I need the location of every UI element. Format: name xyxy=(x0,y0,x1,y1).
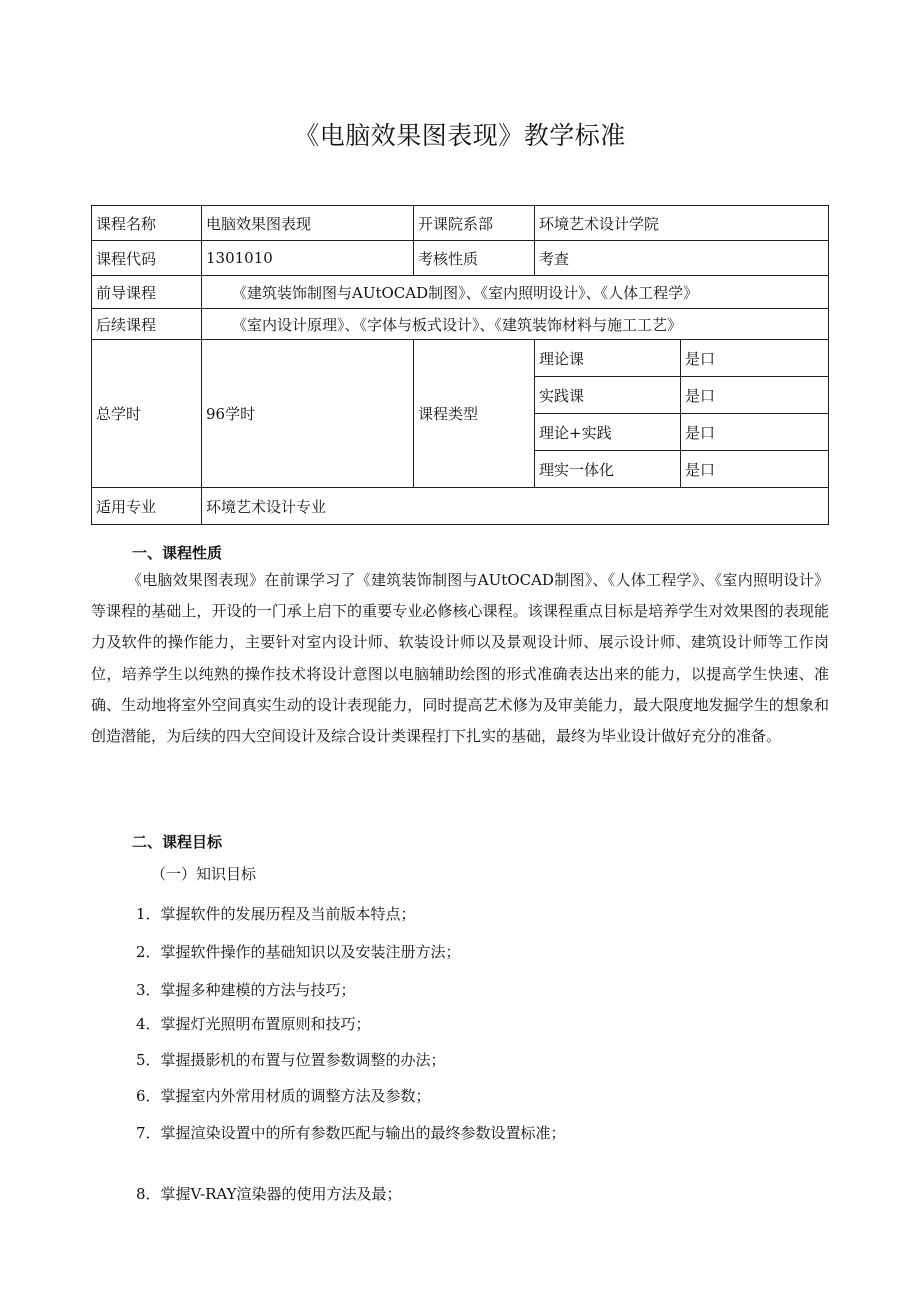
list-item: 3．掌握多种建模的方法与技巧； xyxy=(136,981,356,999)
course-code-label: 课程代码 xyxy=(92,241,202,276)
course-type-label: 课程类型 xyxy=(414,340,535,488)
course-name-value: 电脑效果图表现 xyxy=(202,206,414,241)
table-row xyxy=(92,206,829,241)
table-row xyxy=(92,488,829,525)
assessment-value: 考查 xyxy=(535,241,829,276)
list-item: 8．掌握V-RAY渲染器的使用方法及最； xyxy=(136,1185,402,1203)
table-row xyxy=(92,309,829,340)
course-type-value: 是口 xyxy=(681,414,829,451)
list-item: 1．掌握软件的发展历程及当前版本特点； xyxy=(136,905,416,923)
list-item: 4．掌握灯光照明布置原则和技巧； xyxy=(136,1015,371,1033)
major-value: 环境艺术设计专业 xyxy=(202,488,829,525)
department-label: 开课院系部 xyxy=(414,206,535,241)
table-row xyxy=(92,241,829,276)
course-nature-paragraph: 《电脑效果图表现》在前课学习了《建筑装饰制图与AUtOCAD制图》、《人体工程学》、《室内照明设计》等课程的基础上，开设的一门承上启下的重要专业必修核心课程。该课程重点目标是培养学生对效果图的表现能力及软件的操作能力，主要针对室内设计师、软装设计师以及景观设计师、展示设计师、建筑设计师等工作岗位，培养学生以纯熟的操作技术将设计意图以电脑辅助绘图的形式准确表达出来的能力，以提高学生快速、准确、生动地将室外空间真实生动的设计表现能力，同时提高艺术修为及审美能力，最大限度地发掘学生的想象和创造潜能，为后续的四大空间设计及综合设计类课程打下扎实的基础，最终为毕业设计做好充分的准备。 xyxy=(91,571,829,746)
list-item: 2．掌握软件操作的基础知识以及安装注册方法； xyxy=(136,943,461,961)
course-type-name: 理论课 xyxy=(535,340,681,377)
course-type-name: 实践课 xyxy=(535,377,681,414)
major-label: 适用专业 xyxy=(92,488,202,525)
assessment-label: 考核性质 xyxy=(414,241,535,276)
subsequent-value: 《室内设计原理》、《字体与板式设计》、《建筑装饰材料与施工工艺》 xyxy=(202,309,829,340)
prerequisite-value: 《建筑装饰制图与AUtOCAD制图》、《室内照明设计》、《人体工程学》 xyxy=(202,276,829,309)
course-name-label: 课程名称 xyxy=(92,206,202,241)
knowledge-objectives-heading: （一）知识目标 xyxy=(151,865,257,883)
course-code-value: 1301010 xyxy=(202,241,414,276)
subsequent-label: 后续课程 xyxy=(92,309,202,340)
department-value: 环境艺术设计学院 xyxy=(535,206,829,241)
section-heading-nature: 一、课程性质 xyxy=(132,544,223,562)
course-type-name: 理论+实践 xyxy=(535,414,681,451)
course-type-value: 是口 xyxy=(681,340,829,377)
prerequisite-label: 前导课程 xyxy=(92,276,202,309)
course-type-value: 是口 xyxy=(681,451,829,488)
list-item: 6．掌握室内外常用材质的调整方法及参数； xyxy=(136,1087,431,1105)
course-type-name: 理实一体化 xyxy=(535,451,681,488)
table-row xyxy=(92,340,829,377)
total-hours-label: 总学时 xyxy=(92,340,202,488)
page-title: 《电脑效果图表现》教学标准 xyxy=(294,121,626,150)
list-item: 7．掌握渲染设置中的所有参数匹配与输出的最终参数设置标准； xyxy=(136,1124,566,1142)
table-row xyxy=(92,276,829,309)
total-hours-value: 96学时 xyxy=(202,340,414,488)
course-type-value: 是口 xyxy=(681,377,829,414)
course-info-table xyxy=(91,205,829,525)
section-heading-objectives: 二、课程目标 xyxy=(132,833,223,851)
list-item: 5．掌握摄影机的布置与位置参数调整的办法； xyxy=(136,1051,446,1069)
